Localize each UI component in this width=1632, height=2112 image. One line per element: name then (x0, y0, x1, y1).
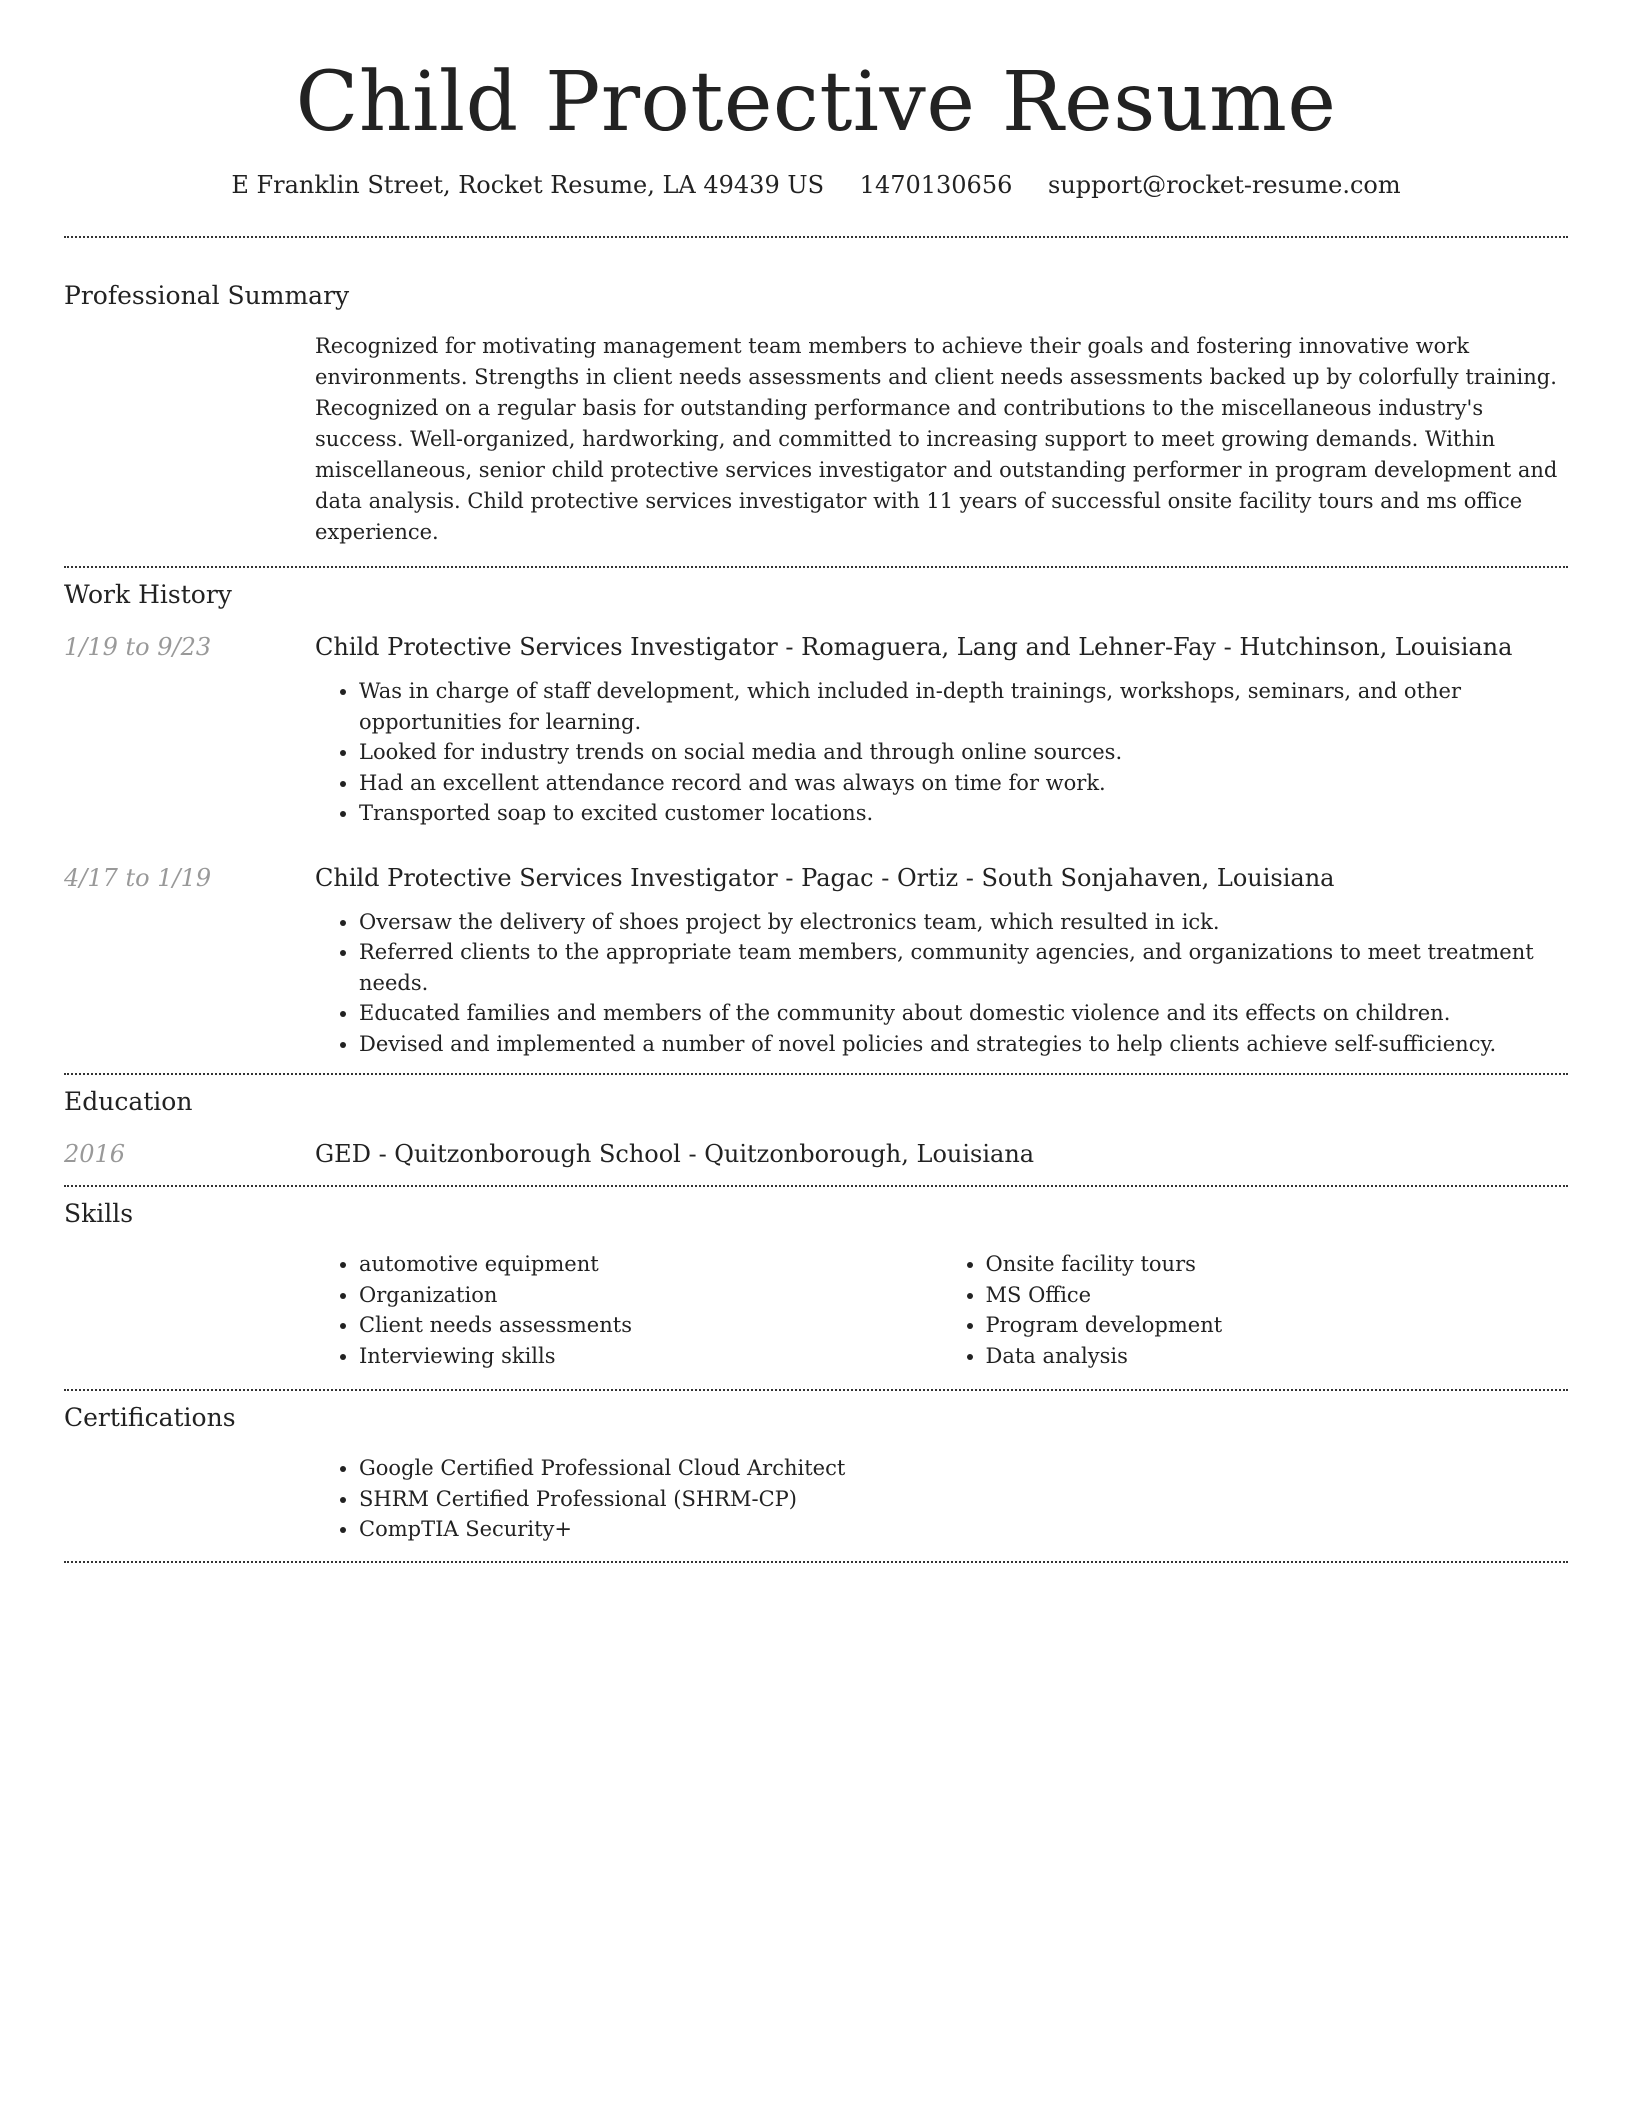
job-heading: Child Protective Services Investigator - Pagac - Ortiz - South Sonjahaven, Louisiana (315, 863, 1335, 892)
education-section (64, 1085, 1568, 1171)
certifications-heading: Certifications (64, 1403, 236, 1432)
education-heading-text: GED - Quitzonborough School - Quitzonborough, Louisiana (315, 1140, 1035, 1168)
divider (64, 1073, 1568, 1075)
divider (64, 1185, 1568, 1187)
contact-info (64, 168, 1568, 202)
skill-item: • Onsite facility tours (986, 1249, 1569, 1280)
job-bullet: • Transported soap to excited customer locations. (359, 798, 1568, 829)
skills-heading: Skills (64, 1199, 134, 1228)
skills-list-left (315, 1249, 942, 1371)
contact-address: E Franklin Street, Rocket Resume, LA 49439 US (231, 171, 825, 199)
summary-heading: Professional Summary (64, 281, 350, 310)
certifications-section (64, 1401, 1568, 1545)
certifications-list (315, 1453, 1568, 1545)
job-bullets (315, 907, 1568, 1060)
skill-item: • Interviewing skills (359, 1341, 942, 1372)
divider (64, 566, 1568, 568)
certification-item: • SHRM Certified Professional (SHRM-CP) (359, 1484, 1568, 1515)
work-history-section (64, 578, 1568, 1059)
summary-section (64, 279, 1568, 548)
job-bullet: • Looked for industry trends on social media and through online sources. (359, 737, 1568, 768)
divider (64, 236, 1568, 238)
education-heading: Education (64, 1087, 193, 1116)
job-bullet: • Devised and implemented a number of novel policies and strategies to help clients achieve self-sufficiency. (359, 1029, 1568, 1060)
divider (64, 1389, 1568, 1391)
skill-item: • Client needs assessments (359, 1310, 942, 1341)
resume-title: Child Protective Resume (295, 55, 1337, 150)
education-entry (64, 1137, 1568, 1171)
contact-phone: 1470130656 (859, 171, 1013, 199)
job-entry (64, 630, 1568, 829)
job-bullets (315, 676, 1568, 829)
job-heading: Child Protective Services Investigator - Romaguera, Lang and Lehner-Fay - Hutchinson, Louisiana (315, 633, 1513, 661)
job-bullet: • Referred clients to the appropriate team members, community agencies, and organizations to meet treatment needs. (359, 937, 1568, 998)
work-history-heading: Work History (64, 580, 232, 609)
job-bullet: • Was in charge of staff development, which included in-depth trainings, workshops, seminars, and other opportunities for learning. (359, 676, 1568, 737)
certification-item: • CompTIA Security+ (359, 1514, 1568, 1545)
skill-item: • automotive equipment (359, 1249, 942, 1280)
job-dates: 1/19 to 9/23 (64, 633, 212, 661)
skill-item: • Organization (359, 1280, 942, 1311)
skill-item: • MS Office (986, 1280, 1569, 1311)
skill-item: • Program development (986, 1310, 1569, 1341)
skill-item: • Data analysis (986, 1341, 1569, 1372)
education-year: 2016 (64, 1140, 126, 1168)
job-dates: 4/17 to 1/19 (64, 863, 212, 892)
certification-item: • Google Certified Professional Cloud Architect (359, 1453, 1568, 1484)
job-bullet: • Educated families and members of the community about domestic violence and its effects on children. (359, 998, 1568, 1029)
skills-grid (315, 1249, 1568, 1371)
job-bullet: • Oversaw the delivery of shoes project by electronics team, which resulted in ick. (359, 907, 1568, 938)
summary-text: Recognized for motivating management team members to achieve their goals and fostering innovative work environments. Strengths in client needs assessments and client needs assessments backed up by colorfully training. Recognized on a regular basis for outstanding performance and contributions to the miscellaneous industry's success. Well-organized, hardworking, and committed to increasing support to meet growing demands. Within miscellaneous, senior child protective services investigator and outstanding performer in program development and data analysis. Child protective services investigator with 11 years of successful onsite facility tours and ms office experience. (315, 334, 1558, 544)
contact-email: support@rocket-resume.com (1048, 171, 1401, 199)
job-entry (64, 861, 1568, 1060)
divider (64, 1561, 1568, 1563)
skills-section (64, 1197, 1568, 1371)
job-bullet: • Had an excellent attendance record and was always on time for work. (359, 768, 1568, 799)
skills-list-right (942, 1249, 1569, 1371)
